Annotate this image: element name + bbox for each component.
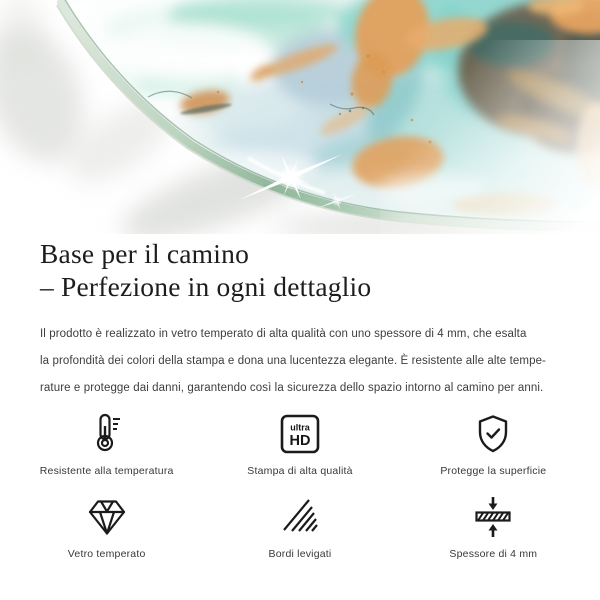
feature-label: Spessore di 4 mm: [449, 548, 538, 561]
glass-panel-image: [0, 0, 600, 234]
product-description-section: [0, 237, 600, 402]
intro-line-3: rature e protegge dai danni, garantendo così la sicurezza dello spazio intorno al camino per anni.: [40, 382, 544, 395]
white-fade-overlay: [380, 40, 600, 234]
feature-label: Resistente alla temperatura: [39, 465, 174, 478]
svg-text:HD: HD: [289, 433, 311, 450]
polished-edges-icon: [278, 495, 322, 541]
feature-temperature: [10, 412, 203, 477]
feature-tempered-glass: [10, 495, 203, 560]
intro-line-2: la profondità dei colori della stampa e dona una lucentezza elegante. È resistente alle alte tempe-: [40, 355, 546, 368]
feature-label: Stampa di alta qualità: [247, 465, 353, 478]
title-line-1: Base per il camino: [40, 238, 250, 269]
shield-check-icon: [471, 412, 515, 458]
product-photo: [0, 0, 600, 234]
feature-print-quality: [203, 412, 396, 477]
feature-grid: [10, 412, 590, 560]
feature-label: Protegge la superficie: [440, 465, 547, 478]
feature-surface-protection: [397, 412, 590, 477]
svg-text:ultra: ultra: [290, 422, 310, 433]
product-intro-paragraph: [40, 321, 560, 402]
page-title: [40, 237, 560, 303]
ultra-hd-icon: [278, 412, 322, 458]
title-line-2: – Perfezione in ogni dettaglio: [40, 271, 372, 302]
feature-thickness: [397, 495, 590, 560]
diamond-icon: [85, 495, 129, 541]
compress-arrows-icon: [471, 495, 515, 541]
feature-polished-edges: [203, 495, 396, 560]
feature-label: Vetro temperato: [67, 548, 146, 561]
feature-label: Bordi levigati: [268, 548, 332, 561]
thermometer-icon: [85, 412, 129, 458]
intro-line-1: Il prodotto è realizzato in vetro temperato di alta qualità con uno spessore di 4 mm, che esalta: [40, 328, 527, 341]
